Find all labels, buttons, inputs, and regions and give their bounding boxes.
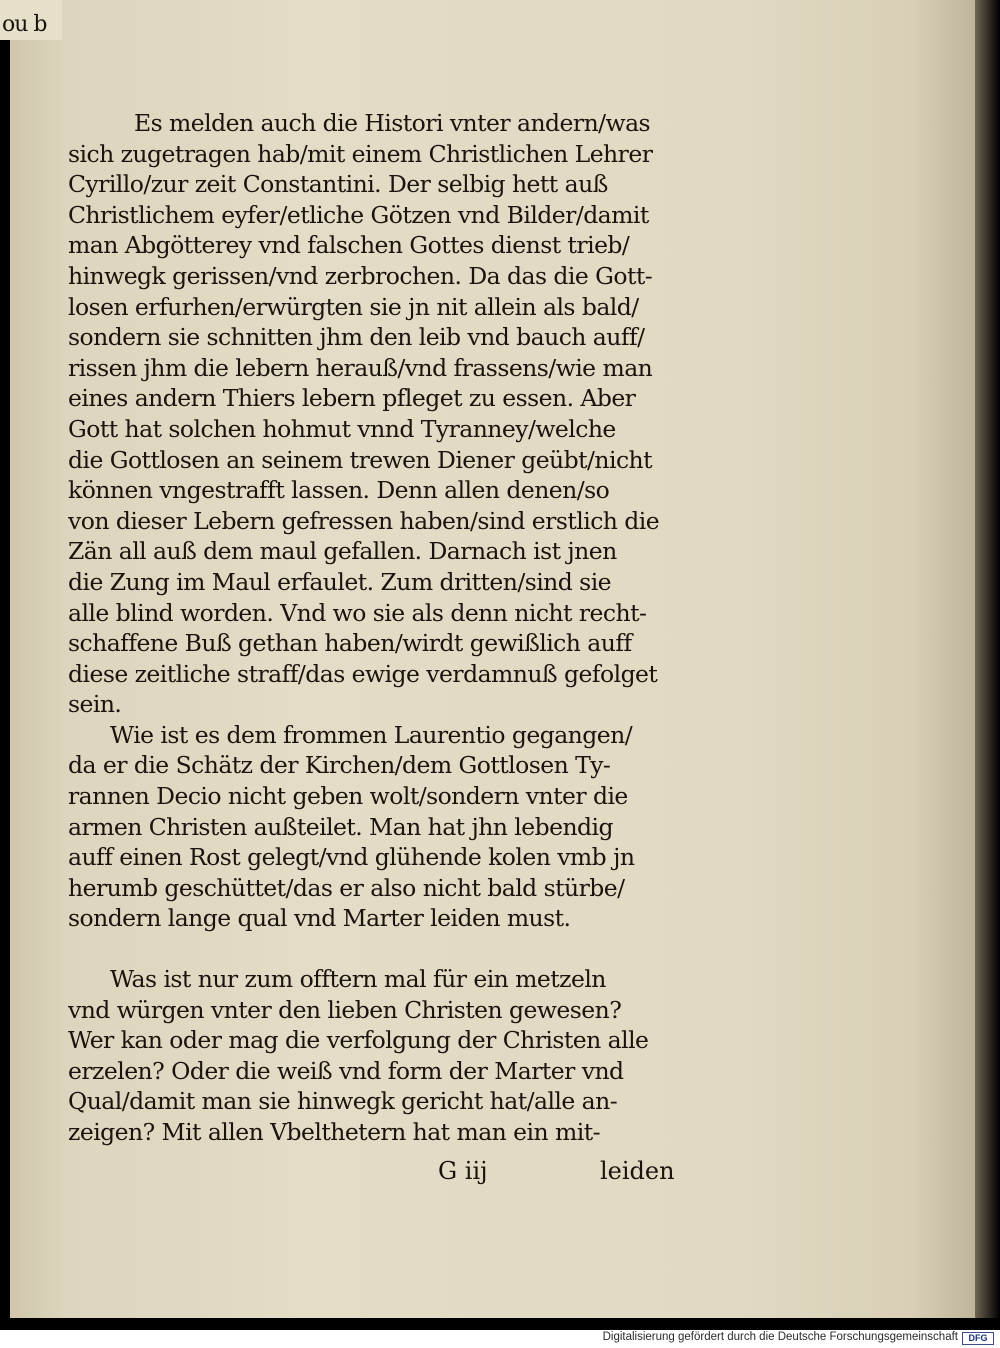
previous-page-corner xyxy=(0,0,62,40)
text-line: Christlichem eyfer/etliche Götzen vnd Bilder/damit xyxy=(68,200,649,229)
text-line: Gott hat solchen hohmut vnnd Tyranney/welche xyxy=(68,414,616,443)
page-edge-shadow xyxy=(975,0,1000,1318)
text-line: auff einen Rost gelegt/vnd glühende kolen vmb jn xyxy=(68,843,635,872)
text-line: man Abgötterey vnd falschen Gottes dienst trieb/ xyxy=(68,231,630,260)
text-line: Es melden auch die Histori vnter andern/was xyxy=(134,109,651,137)
paragraph-2 xyxy=(68,720,678,934)
text-line: die Gottlosen an seinem trewen Diener geübt/nicht xyxy=(68,445,653,474)
text-line: sich zugetragen hab/mit einem Christlichen Lehrer xyxy=(68,139,653,168)
page-foot xyxy=(430,1157,680,1189)
text-line: zeigen? Mit allen Vbelthetern hat man ein mit- xyxy=(68,1118,600,1146)
paragraph-3 xyxy=(68,964,678,1148)
text-line: hinwegk gerissen/vnd zerbrochen. Da das die Gott- xyxy=(68,261,653,290)
text-line: rannen Decio nicht geben wolt/sondern vnter die xyxy=(68,782,628,811)
corner-mark: ou b xyxy=(2,12,47,37)
body-text xyxy=(68,108,678,1148)
signature-mark: G iij xyxy=(438,1157,488,1185)
text-line: vnd würgen vnter den lieben Christen gewesen? xyxy=(68,995,622,1024)
text-line: armen Christen außteilet. Man hat jhn lebendig xyxy=(68,812,614,841)
text-line: können vngestrafft lassen. Denn allen denen/so xyxy=(68,476,610,505)
text-line: losen erfurhen/erwürgten sie jn nit allein als bald/ xyxy=(68,292,639,321)
footer-bar xyxy=(0,1330,1000,1348)
text-line: diese zeitliche straff/das ewige verdamnuß gefolget xyxy=(68,659,658,688)
funding-notice: Digitalisierung gefördert durch die Deutsche Forschungsgemeinschaft xyxy=(602,1331,958,1343)
text-line: von dieser Lebern gefressen haben/sind erstlich die xyxy=(68,506,660,535)
catchword: leiden xyxy=(600,1157,675,1185)
text-line: alle blind worden. Vnd wo sie als denn nicht recht- xyxy=(68,598,647,627)
text-line: schaffene Buß gethan haben/wirdt gewißlich auff xyxy=(68,629,632,658)
paragraph-1 xyxy=(68,108,678,720)
text-line: eines andern Thiers lebern pfleget zu essen. Aber xyxy=(68,384,636,413)
text-line: da er die Schätz der Kirchen/dem Gottlosen Ty- xyxy=(68,751,611,780)
text-line: Was ist nur zum offtern mal für ein metzeln xyxy=(110,965,606,994)
text-line: sondern lange qual vnd Marter leiden must. xyxy=(68,904,571,933)
text-line: Wer kan oder mag die verfolgung der Christen alle xyxy=(68,1026,649,1055)
text-line: Cyrillo/zur zeit Constantini. Der selbig hett auß xyxy=(68,170,608,199)
dfg-logo: DFG xyxy=(962,1332,994,1345)
text-line: die Zung im Maul erfaulet. Zum dritten/sind sie xyxy=(68,567,612,596)
text-line: sein. xyxy=(68,690,122,719)
text-line: Wie ist es dem frommen Laurentio gegangen/ xyxy=(110,720,633,749)
text-line: herumb geschüttet/das er also nicht bald stürbe/ xyxy=(68,873,625,902)
text-line: Qual/damit man sie hinwegk gericht hat/alle an- xyxy=(68,1087,618,1116)
text-line: rissen jhm die lebern herauß/vnd frassens/wie man xyxy=(68,353,653,382)
text-line: erzelen? Oder die weiß vnd form der Marter vnd xyxy=(68,1056,624,1085)
text-line: Zän all auß dem maul gefallen. Darnach ist jnen xyxy=(68,537,617,566)
text-line: sondern sie schnitten jhm den leib vnd bauch auff/ xyxy=(68,323,645,352)
